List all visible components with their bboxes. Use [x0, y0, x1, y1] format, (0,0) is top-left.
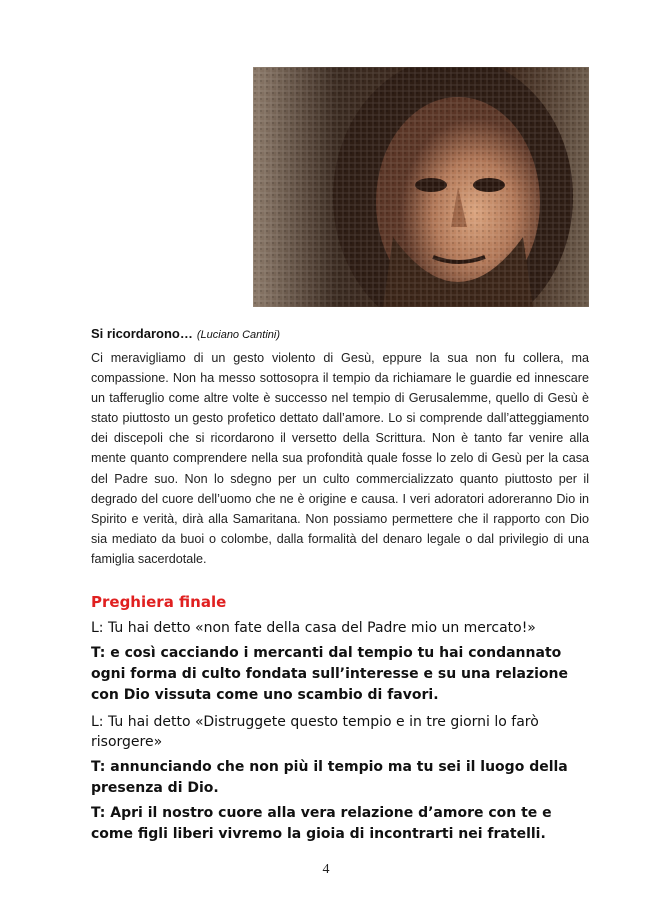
section-title: Si ricordarono… — [91, 326, 193, 341]
prayer-line-leader-2: L: Tu hai detto «Distruggete questo tempio e in tre giorni lo farò risorgere» — [91, 714, 539, 750]
section-body-text: Ci meravigliamo di un gesto violento di Gesù, eppure la sua non fu collera, ma compassione. Non ha messo sottosopra il tempio da richiamare le guardie ed innescare un tafferuglio come altre volte è successo nel tempio di Gerusalemme, quello di Gesù è stato piuttosto un gesto profetico dettato dall’amore. Lo si comprende dall’atteggiamento dei discepoli che si ricordarono il versetto della Scrittura. Non è tanto far venire alla mente quanto comprendere nella sua profondità quale fosse lo zelo di Gesù per la casa del Padre suo. Non lo sdegno per un culto commercializzato quanto piuttosto per il degrado del cuore dell’uomo che ne è origine e causa. I veri adoratori adoreranno Dio in Spirito e verità, dirà alla Samaritana. Non possiamo permettere che il rapporto con Dio sia mediato da buoi o colombe, dalla formalità del denaro legale o dal privilegio di una famiglia sacerdotale. — [91, 351, 589, 566]
prayer-title: Preghiera finale — [91, 593, 227, 611]
prayer-line-all-2: T: annunciando che non più il tempio ma tu sei il luogo della presenza di Dio. — [91, 759, 568, 796]
page-number: 4 — [322, 862, 330, 877]
section-heading — [91, 326, 280, 341]
prayer-line-leader-1: L: Tu hai detto «non fate della casa del Padre mio un mercato!» — [91, 620, 536, 636]
prayer-line-all-3: T: Apri il nostro cuore alla vera relazione d’amore con te e come figli liberi vivremo la gioia di incontrarti nei fratelli. — [91, 805, 552, 842]
prayer-line-all-1: T: e così cacciando i mercanti dal tempio tu hai condannato ogni forma di culto fondata sull’interesse e su una relazione con Dio vissuta come uno scambio di favori. — [91, 645, 568, 703]
mosaic-portrait-image — [253, 67, 589, 307]
section-author: (Luciano Cantini) — [196, 329, 281, 341]
